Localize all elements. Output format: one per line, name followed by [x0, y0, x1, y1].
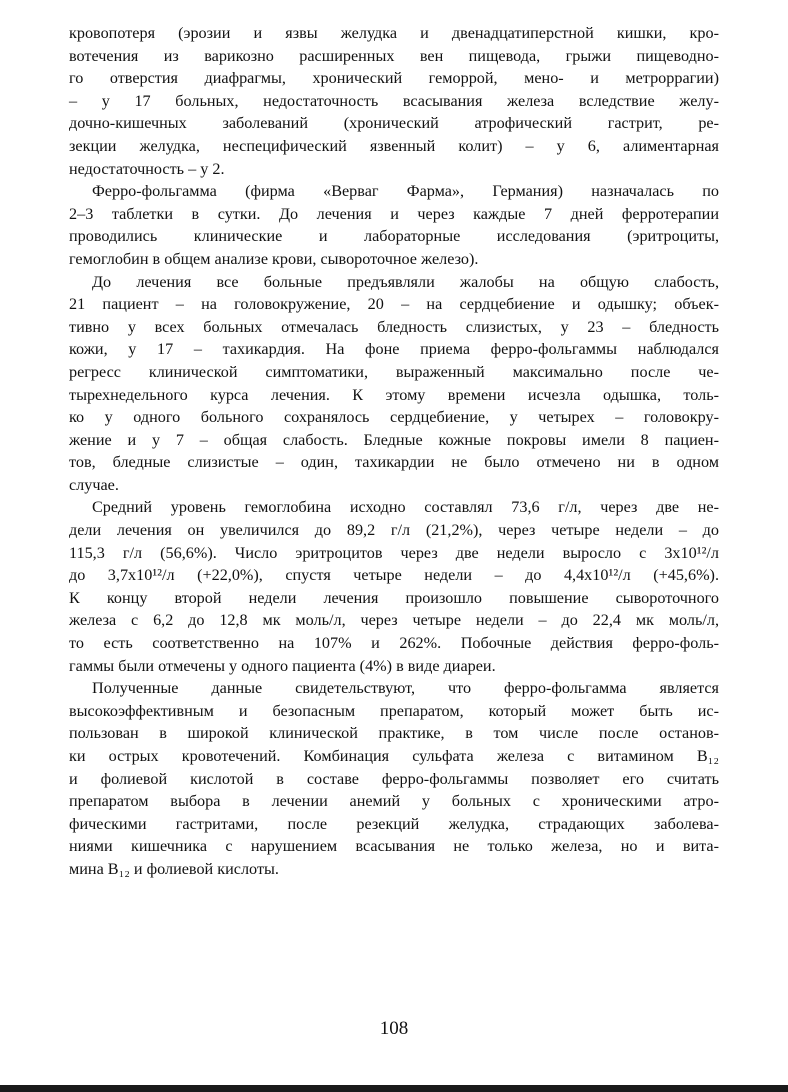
text-line: зекции желудка, неспецифический язвенный колит) – у 6, алиментарная — [69, 136, 719, 155]
text-line: вотечения из варикозно расширенных вен пищевода, грыжи пищеводно- — [69, 46, 719, 65]
page-number: 108 — [379, 1018, 409, 1039]
text-line: жение и у 7 – общая слабость. Бледные кожные покровы имели 8 пациен- — [69, 430, 719, 449]
text-line: 115,3 г/л (56,6%). Число эритроцитов через две недели выросло с 3x10¹²/л — [69, 543, 719, 562]
text-line: ниями кишечника с нарушением всасывания не только железа, но и вита- — [69, 837, 719, 856]
paragraph-dosage — [69, 180, 719, 270]
text-line: тырехнедельного курса лечения. К этому времени исчезла одышка, толь- — [69, 385, 719, 404]
text-line: случае. — [69, 475, 119, 494]
text-line: то есть соответственно на 107% и 262%. Побочные действия ферро-фоль- — [69, 634, 719, 653]
text-line: мина B₁₂ и фолиевой кислоты. — [69, 859, 279, 878]
text-line: гемоглобин в общем анализе крови, сывороточное железо). — [69, 249, 479, 268]
paragraph-symptoms — [69, 271, 719, 497]
text-line: го отверстия диафрагмы, хронический геморрой, мено- и метроррагии) — [69, 69, 719, 88]
text-line: и фолиевой кислотой в составе ферро-фольгаммы позволяет его считать — [69, 769, 719, 788]
text-line: железа с 6,2 до 12,8 мк моль/л, через четыре недели – до 22,4 мк моль/л, — [69, 611, 719, 630]
text-line: дочно-кишечных заболеваний (хронический атрофический гастрит, ре- — [69, 114, 719, 133]
text-line: Средний уровень гемоглобина исходно составлял 73,6 г/л, через две не- — [92, 498, 719, 517]
text-line: К концу второй недели лечения произошло повышение сывороточного — [69, 588, 719, 607]
document-page — [69, 22, 719, 881]
text-line: Полученные данные свидетельствуют, что ферро-фольгамма является — [92, 679, 719, 698]
text-line: пользован в широкой клинической практике, в том числе после останов- — [69, 724, 719, 743]
text-line: ко у одного больного сохранялось сердцебиение, у четырех – головокру- — [69, 408, 719, 427]
text-line: тов, бледные слизистые – один, тахикардии не было отмечено ни в одном — [69, 453, 719, 472]
text-line: препаратом выбора в лечении анемий у больных с хроническими атро- — [69, 792, 719, 811]
text-line: кровопотеря (эрозии и язвы желудка и двенадцатиперстной кишки, кро- — [69, 24, 719, 42]
text-line: гаммы были отмечены у одного пациента (4%) в виде диареи. — [69, 656, 496, 675]
text-line: высокоэффективным и безопасным препаратом, который может быть ис- — [69, 701, 719, 720]
text-line: ки острых кровотечений. Комбинация сульфата железа с витамином B₁₂ — [69, 747, 719, 765]
paragraph-causes — [69, 22, 719, 180]
text-line: 2–3 таблетки в сутки. До лечения и через каждые 7 дней ферротерапии — [69, 204, 719, 223]
text-line: недостаточность – у 2. — [69, 159, 225, 178]
text-line: регресс клинической симптоматики, выраженный максимально после че- — [69, 362, 719, 381]
text-line: до 3,7x10¹²/л (+22,0%), спустя четыре недели – до 4,4x10¹²/л (+45,6%). — [69, 566, 719, 585]
text-line: – у 17 больных, недостаточность всасывания железа вследствие желу- — [69, 91, 719, 110]
text-line: Ферро-фольгамма (фирма «Верваг Фарма», Германия) назначалась по — [92, 182, 719, 201]
paragraph-lab-results — [69, 496, 719, 677]
text-line: кожи, у 17 – тахикардия. На фоне приема ферро-фольгаммы наблюдался — [69, 340, 719, 359]
text-line: тивно у всех больных отмечалась бледность слизистых, у 23 – бледность — [69, 317, 719, 336]
text-line: 21 пациент – на головокружение, 20 – на сердцебиение и одышку; объек- — [69, 295, 719, 314]
paragraph-conclusion — [69, 677, 719, 880]
text-line: проводились клинические и лабораторные исследования (эритроциты, — [69, 227, 719, 246]
text-line: фическими гастритами, после резекций желудка, страдающих заболева- — [69, 814, 719, 833]
text-line: До лечения все больные предъявляли жалобы на общую слабость, — [92, 272, 719, 291]
text-line: дели лечения он увеличился до 89,2 г/л (21,2%), через четыре недели – до — [69, 521, 719, 540]
scan-edge-bar — [0, 1085, 788, 1092]
